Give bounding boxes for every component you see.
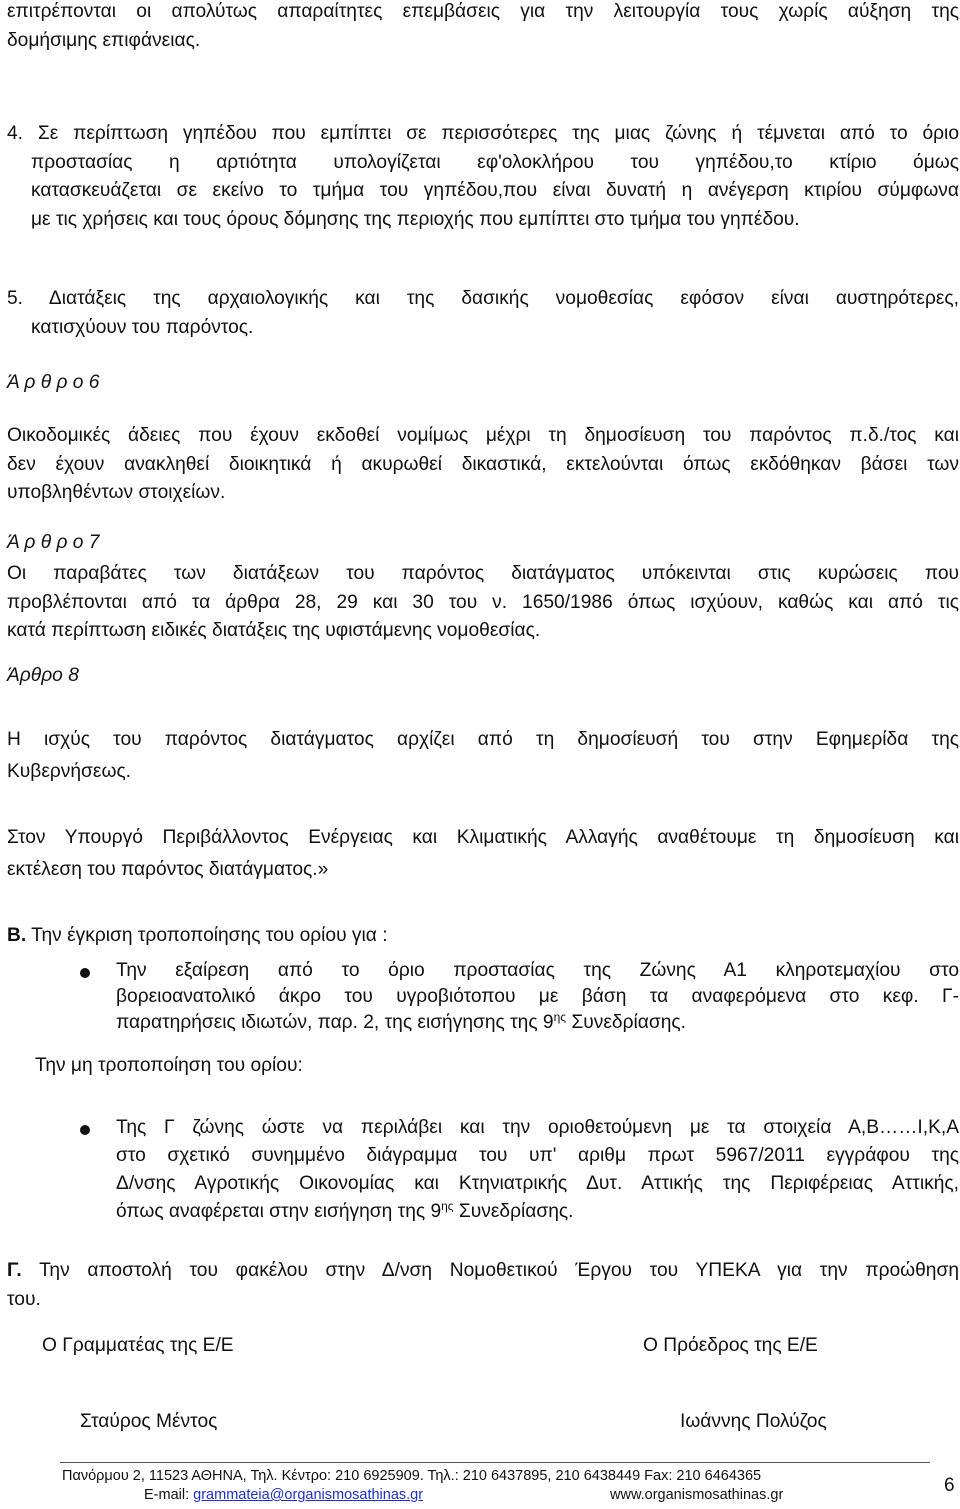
item-5-line-1: 5. Διατάξεις της αρχαιολογικής και της δασικής νομοθεσίας εφόσον είναι αυστηρότερες, bbox=[7, 288, 959, 309]
page-number: 6 bbox=[944, 1475, 955, 1496]
bullet-icon bbox=[80, 1125, 90, 1135]
article-7-line-2: προβλέπονται από τα άρθρα 28, 29 και 30 του ν. 1650/1986 όπως ισχύουν, καθώς και από τις bbox=[7, 591, 959, 613]
article-7-heading: Ά ρ θ ρ ο 7 bbox=[7, 532, 100, 553]
bullet-1-line-3-text: παρατηρήσεις ιδιωτών, παρ. 2, της εισήγησης της 9 bbox=[116, 1012, 554, 1033]
no-change-label: Την μη τροποποίηση του ορίου: bbox=[35, 1055, 303, 1076]
article-6-line-3: υποβληθέντων στοιχείων. bbox=[7, 482, 226, 503]
minister-line-1: Στον Υπουργό Περιβάλλοντος Ενέργειας και Κλιματικής Αλλαγής αναθέτουμε τη δημοσίευση και bbox=[7, 827, 959, 848]
article-8-body bbox=[7, 724, 959, 788]
section-b-heading bbox=[7, 922, 959, 951]
article-7-line-3: κατά περίπτωση ειδικές διατάξεις της υφιστάμενης νομοθεσίας. bbox=[7, 620, 541, 641]
item-4-line-3: κατασκευάζεται σε εκείνο το τμήμα του γηπέδου,που είναι δυνατή η ανέγερση κτιρίου σύμφωνα bbox=[31, 180, 959, 201]
footer-address: Πανόρμου 2, 11523 ΑΘΗΝΑ, Τηλ. Κέντρο: 210 6925909. Τηλ.: 210 6437895, 210 6438449 Fax: 210 6464365 bbox=[62, 1468, 762, 1484]
footer-email-link[interactable]: grammateia@organismosathinas.gr bbox=[193, 1487, 424, 1503]
bullet-icon bbox=[80, 968, 90, 978]
article-6-body bbox=[7, 422, 959, 508]
signature-left-title: Ο Γραμματέας της Ε/Ε bbox=[42, 1335, 234, 1356]
bullet-2-line-4-text: όπως αναφέρεται στην εισήγηση της 9 bbox=[116, 1201, 442, 1222]
section-g bbox=[7, 1257, 959, 1314]
footer-email-line bbox=[144, 1486, 423, 1504]
item-4-line-2: προστασίας η αρτιότητα υπολογίζεται εφ'ολοκλήρου του γηπέδου,το κτίριο όμως bbox=[31, 151, 959, 173]
article-8-line-1: Η ισχύς του παρόντος διατάγματος αρχίζει από τη δημοσίευσή του στην Εφημερίδα της bbox=[7, 729, 959, 750]
article-7-body bbox=[7, 560, 959, 646]
minister-line-2: εκτέλεση του παρόντος διατάγματος.» bbox=[7, 859, 329, 880]
bullet-2-line-3: Δ/νσης Αγροτικής Οικονομίας και Κτηνιατρικής Δυτ. Αττικής της Περιφέρειας Αττικής, bbox=[116, 1173, 959, 1194]
article-8-line-2: Κυβερνήσεως. bbox=[7, 761, 132, 782]
minister-paragraph bbox=[7, 822, 959, 886]
item-4-line-1: 4. Σε περίπτωση γηπέδου που εμπίπτει σε περισσότερες της μιας ζώνης ή τέμνεται από το όριο bbox=[7, 123, 959, 144]
section-g-line-1 bbox=[7, 1257, 959, 1286]
intro-line-2: δομήσιμης επιφάνειας. bbox=[7, 29, 201, 51]
bullet-1-line-3 bbox=[116, 1010, 959, 1036]
article-6-line-1: Οικοδομικές άδειες που έχουν εκδοθεί νομίμως μέχρι τη δημοσίευση του παρόντος π.δ./τος και bbox=[7, 425, 959, 446]
section-b-letter: Β. bbox=[7, 925, 27, 946]
section-b-text: Την έγκριση τροποποίησης του ορίου για : bbox=[26, 925, 388, 946]
item-4-line-4: με τις χρήσεις και τους όρους δόμησης της περιοχής που εμπίπτει στο τμήμα του γηπέδου. bbox=[31, 208, 800, 230]
intro-paragraph bbox=[7, 0, 959, 55]
item-5-line-2: κατισχύουν του παρόντος. bbox=[31, 316, 254, 338]
item-4 bbox=[7, 120, 959, 234]
signature-right-name: Ιωάννης Πολύζος bbox=[680, 1411, 827, 1432]
bullet-1-line-1: Την εξαίρεση από το όριο προστασίας της Ζώνης Α1 κληροτεμαχίου στο bbox=[116, 960, 959, 981]
bullet-1-line-3-end: Συνεδρίασης. bbox=[566, 1012, 686, 1033]
bullet-2-line-2: στο σχετικό συνημμένο διάγραμμα του υπ' αριθμ πρωτ 5967/2011 εγγράφου της bbox=[116, 1145, 959, 1166]
footer-email-label: E-mail: bbox=[144, 1487, 194, 1503]
item-5 bbox=[7, 285, 959, 342]
section-g-text: Την αποστολή του φακέλου στην Δ/νση Νομοθετικού Έργου του ΥΠΕΚΑ για την προώθηση bbox=[21, 1260, 959, 1281]
signature-right-title: Ο Πρόεδρος της Ε/Ε bbox=[643, 1335, 818, 1356]
bullet-item-2 bbox=[116, 1114, 959, 1226]
article-8-heading: Άρθρο 8 bbox=[7, 665, 79, 686]
bullet-1-superscript: ης bbox=[553, 1010, 567, 1024]
section-g-line-2: του. bbox=[7, 1288, 41, 1310]
section-g-letter: Γ. bbox=[7, 1260, 22, 1281]
bullet-2-superscript: ης bbox=[441, 1199, 454, 1213]
article-7-line-1: Οι παραβάτες των διατάξεων του παρόντος διατάγματος υπόκεινται στις κυρώσεις που bbox=[7, 563, 959, 584]
article-6-heading: Ά ρ θ ρ ο 6 bbox=[7, 372, 100, 393]
bullet-2-line-4 bbox=[116, 1198, 959, 1226]
bullet-2-line-4-end: Συνεδρίασης. bbox=[453, 1201, 574, 1222]
signature-left-name: Σταύρος Μέντος bbox=[80, 1411, 218, 1432]
bullet-1-line-2: βορειοανατολικό άκρο του υγροβιότοπου με βάση τα αναφερόμενα στο κεφ. Γ- bbox=[116, 986, 959, 1007]
bullet-2-line-1: Της Γ ζώνης ώστε να περιλάβει και την οριοθετούμενη με τα στοιχεία Α,Β……Ι,Κ,Α bbox=[116, 1117, 959, 1138]
footer-divider bbox=[60, 1462, 930, 1463]
bullet-item-1 bbox=[116, 958, 959, 1036]
footer-website[interactable]: www.organismosathinas.gr bbox=[610, 1487, 784, 1503]
article-6-line-2: δεν έχουν ανακληθεί διοικητικά ή ακυρωθεί δικαστικά, εκτελούνται όπως εκδόθηκαν βάσει των bbox=[7, 453, 959, 475]
intro-line-1: επιτρέπονται οι απολύτως απαραίτητες επεμβάσεις για την λειτουργία τους χωρίς αύξηση της bbox=[7, 1, 959, 22]
